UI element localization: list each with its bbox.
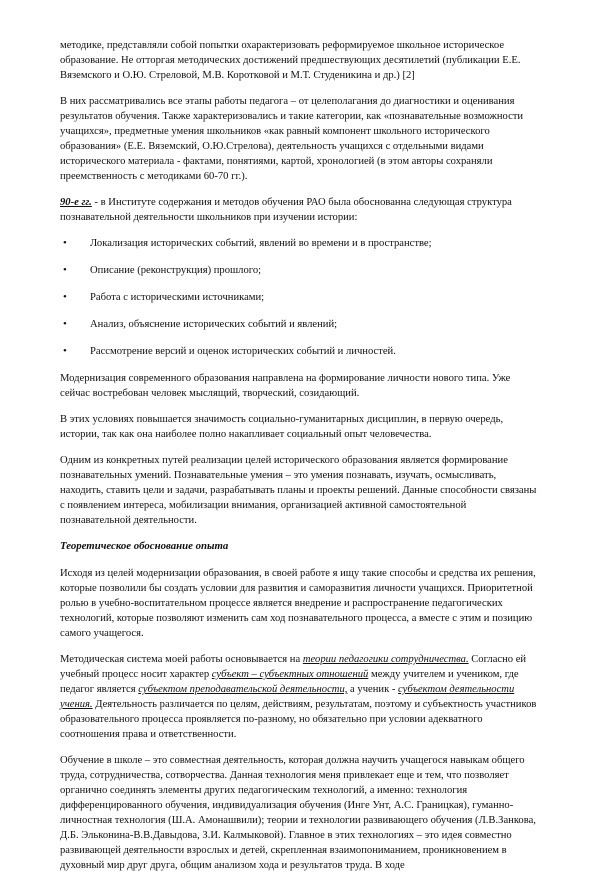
- list-item-text: Анализ, объяснение исторических событий и явлений;: [90, 319, 338, 330]
- section-heading: Теоретическое обоснование опыта: [60, 540, 229, 552]
- text-run: Методическая система моей работы основывается на: [60, 654, 303, 665]
- paragraph-humanities: В этих условиях повышается значимость социально-гуманитарных дисциплин, в первую очередь, истории, так как она наиболее полно накапливает социальный опыт человечества.: [60, 414, 504, 440]
- bullet-icon: •: [63, 264, 67, 276]
- list-item: [60, 236, 538, 251]
- emphasis-text: субъектом преподавательской деятельности,: [138, 684, 348, 695]
- text-run: между учителем и учеником, где педагог является: [60, 669, 519, 695]
- list-item-text: Локализация исторических событий, явлений во времени и в пространстве;: [90, 238, 432, 249]
- paragraph-goals: Исходя из целей модернизации образования, в своей работе я ищу такие способы и средства их решения, которые позволили бы создать условии для развития и саморазвития личности учащихся. Приоритетной ролью в учебно-воспитательном процессе является внедрение и распространение педагогических технологий, которые позволяют изменить сам ход познавательного процесса, а вместе с этим и позицию самого учащегося.: [60, 568, 536, 639]
- paragraph-method: [60, 652, 538, 742]
- text-run: а ученик -: [347, 684, 399, 695]
- text-run: Согласно ей учебный процесс носит характер: [60, 654, 527, 680]
- emphasis-text: теории педагогики сотрудничества.: [302, 654, 469, 665]
- paragraph-90s-text: - в Институте содержания и методов обучения РАО была обоснованна следующая структура познавательной деятельности школьников при изучении истории:: [60, 197, 512, 223]
- list-item-text: Работа с историческими источниками;: [90, 292, 265, 303]
- paragraph-90s: [60, 195, 538, 225]
- paragraph-cooperation: Обучение в школе – это совместная деятельность, которая должна научить учащегося навыкам общего труда, сотрудничества, сотворчества. Данная технология меня привлекает еще и тем, что позволяет органично соединять элементы других педагогическим технологий, а именно: технология дифференцированного обучения, индивидуализация обучения (Инге Унт, А.С. Границкая), гуманно-личностная технология (Ш.А. Амонашвили); теории и технологии развивающего обучения (Л.В.Занкова, Д.Б. Эльконина-В.В.Давыдова, З.И. Калмыковой). Главное в этих технологиях – это идея совместно развивающей деятельности взрослых и детей, скрепленная взаимопониманием, проникновением в духовный мир друг друга, общим анализом хода и результатов труда. В ходе: [60, 755, 536, 871]
- activity-structure-list: [60, 236, 538, 359]
- text-run: Деятельность различается по целям, действиям, результатам, поэтому и субъектность участников образовательного процесса проявляется по-разному, но обязательно при условии адекватного соотношения права и ответственности.: [60, 699, 537, 740]
- list-item: [60, 344, 538, 359]
- paragraph-modernization: Модернизация современного образования направлена на формирование личности нового типа. Уже сейчас востребован человек мыслящий, творческий, созидающий.: [60, 373, 511, 399]
- list-item-text: Описание (реконструкция) прошлого;: [90, 265, 262, 276]
- period-label: 90-е гг.: [60, 197, 92, 208]
- emphasis-text: субъект – субъектных отношений: [211, 669, 369, 680]
- list-item: [60, 317, 538, 332]
- bullet-icon: •: [63, 237, 67, 249]
- document-page: [60, 38, 538, 884]
- list-item-text: Рассмотрение версий и оценок исторических событий и личностей.: [90, 346, 396, 357]
- paragraph-skills: Одним из конкретных путей реализации целей исторического образования является формирование познавательных умений. Познавательные умения – это умения познавать, изучать, осмысливать, находить, ставить цели и задачи, разрабатывать планы и проекты решений. Данные способности связаны с появлением интереса, мобилизации внимания, организацией активной самостоятельной познавательной деятельности.: [60, 455, 537, 526]
- paragraph-intro: методике, представляли собой попытки охарактеризовать реформируемое школьное историческое образование. Не отторгая методических достижений предшествующих десятилетий (публикации Е.Е. Вяземского и О.Ю. Стреловой, М.В. Коротковой и М.Т. Студеникина и др.) [2]: [60, 40, 521, 81]
- bullet-icon: •: [63, 291, 67, 303]
- bullet-icon: •: [63, 345, 67, 357]
- list-item: [60, 263, 538, 278]
- bullet-icon: •: [63, 318, 67, 330]
- emphasis-text: субъектом деятельности учения.: [60, 684, 515, 710]
- paragraph-stages: В них рассматривались все этапы работы педагога – от целеполагания до диагностики и оценивания результатов обучения. Также характеризовались и такие категории, как «познавательные возможности учащихся», предметные умения школьников «как равный компонент школьного исторического образования» (Е.Е. Вяземский, О.Ю.Стрелова), деятельность учащихся с отдельными видами исторического материала - фактами, понятиями, картой, хронологией (в этом авторы сохраняли преемственность с методиками 60-70 гг.).: [60, 96, 524, 182]
- list-item: [60, 290, 538, 305]
